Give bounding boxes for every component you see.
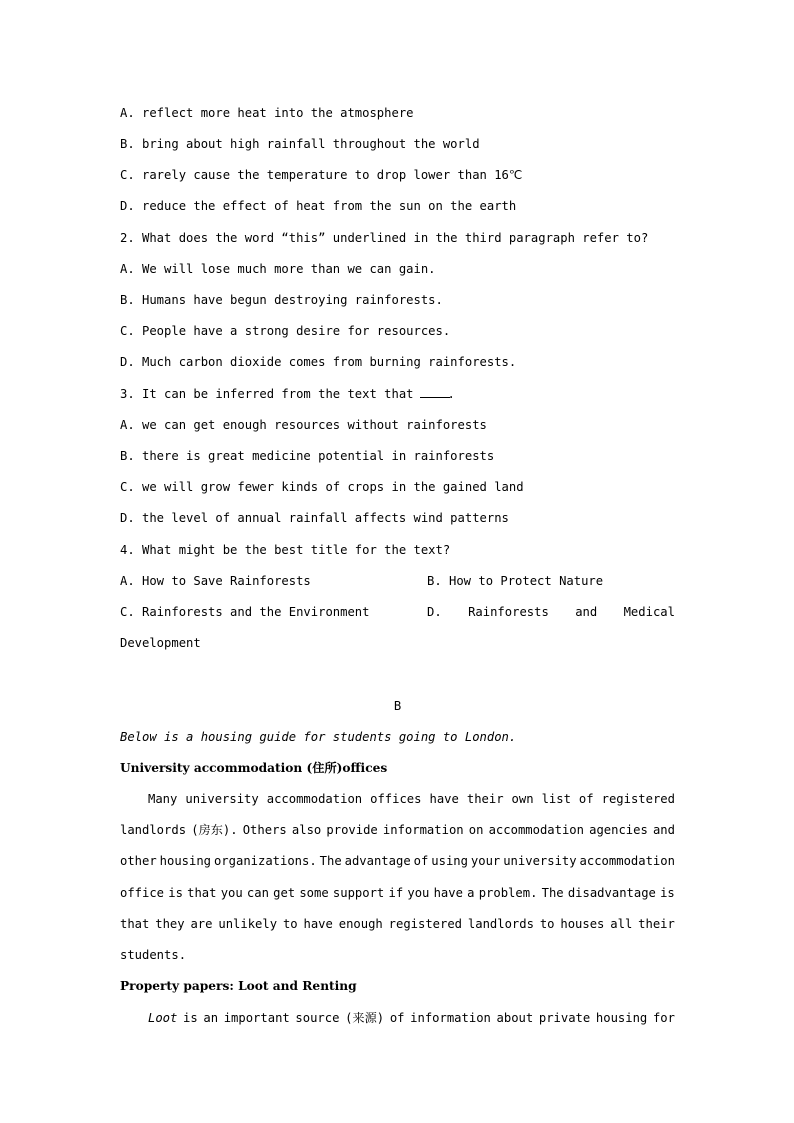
q3-option-d: D. the level of annual rainfall affects wind patterns: [120, 511, 509, 525]
q4-option-d-word: D.: [427, 605, 442, 619]
section-letter: B: [393, 699, 402, 713]
section-intro: Below is a housing guide for students going to London.: [120, 730, 517, 744]
document-page: [120, 0, 675, 1123]
paragraph-word: The: [541, 886, 564, 900]
paragraph-word: landlords: [120, 823, 187, 837]
paragraph-word: is: [168, 886, 183, 900]
paragraph-word: office: [120, 886, 165, 900]
q3-stem-line: [120, 385, 455, 403]
answer-blank: [420, 385, 450, 398]
paragraph-line-last: students.: [120, 948, 187, 962]
paragraph-line: [148, 790, 675, 808]
q4-option-d: [427, 603, 675, 621]
paragraph-word: accommodation: [266, 792, 363, 806]
paragraph-word: university: [185, 792, 259, 806]
q4-option-b: B. How to Protect Nature: [427, 574, 604, 588]
paragraph-word: provide: [326, 823, 378, 837]
paragraph-line: [148, 1009, 675, 1027]
paragraph-word: (房东).: [191, 823, 238, 837]
paragraph-word: also: [291, 823, 322, 837]
paragraph-line: [120, 884, 675, 902]
paragraph-word: housing: [159, 854, 212, 868]
paragraph-word: problem.: [478, 886, 538, 900]
paragraph-word: on: [468, 823, 484, 837]
paragraph-word: of: [389, 1011, 405, 1025]
q4-option-d-word: Rainforests: [468, 605, 549, 619]
paragraph-word: other: [120, 854, 157, 868]
paragraph-word: their: [466, 792, 504, 806]
paragraph-word: and: [652, 823, 675, 837]
q3-option-c: C. we will grow fewer kinds of crops in the gained land: [120, 480, 524, 494]
paragraph-word: that: [120, 917, 150, 931]
paragraph-word: you: [220, 886, 243, 900]
q1-option-a: A. reflect more heat into the atmosphere: [120, 106, 414, 120]
paragraph-word: you: [407, 886, 430, 900]
paragraph-word: own: [511, 792, 534, 806]
paragraph-word: important: [223, 1011, 290, 1025]
q4-option-c: C. Rainforests and the Environment: [120, 605, 370, 619]
paragraph-word: an: [203, 1011, 219, 1025]
paragraph-word: (来源): [345, 1011, 385, 1025]
paragraph-word: their: [638, 917, 675, 931]
q4-option-d-continued: Development: [120, 636, 201, 650]
paragraph-word: Many: [148, 792, 178, 806]
paragraph-word: your: [470, 854, 501, 868]
q3-stem: 3. It can be inferred from the text that: [120, 387, 414, 401]
q4-option-a: A. How to Save Rainforests: [120, 574, 311, 588]
q3-option-a: A. we can get enough resources without rainforests: [120, 418, 487, 432]
q4-option-d-word: Medical: [623, 605, 675, 619]
q4-option-d-word: and: [575, 605, 598, 619]
paragraph-word: if: [388, 886, 404, 900]
paragraph-word: information: [382, 823, 464, 837]
paragraph-word: landlords: [467, 917, 534, 931]
q1-option-d: D. reduce the effect of heat from the sun on the earth: [120, 199, 517, 213]
paragraph-word: organizations.: [213, 854, 317, 868]
paragraph-word: they: [155, 917, 185, 931]
q4-stem: 4. What might be the best title for the text?: [120, 543, 451, 557]
paragraph-word: all: [610, 917, 633, 931]
paragraph-word: can: [246, 886, 269, 900]
paragraph-word: accommodation: [488, 823, 584, 837]
paragraph-word: have: [303, 917, 333, 931]
paragraph-line: [120, 852, 675, 870]
paragraph-word: housing: [595, 1011, 648, 1025]
paragraph-word: a: [467, 886, 475, 900]
paragraph-word: for: [652, 1011, 675, 1025]
q1-option-b: B. bring about high rainfall throughout the world: [120, 137, 480, 151]
heading-accommodation-offices: University accommodation (住所)offices: [120, 761, 388, 775]
publication-name-loot: Loot: [148, 1011, 178, 1025]
paragraph-word: disadvantage: [567, 886, 656, 900]
q1-option-c: C. rarely cause the temperature to drop lower than 16℃: [120, 168, 523, 182]
paragraph-word: list: [541, 792, 571, 806]
paragraph-word: to: [282, 917, 298, 931]
q2-option-b: B. Humans have begun destroying rainforests.: [120, 293, 443, 307]
paragraph-word: have: [429, 792, 459, 806]
paragraph-word: that: [187, 886, 217, 900]
paragraph-word: information: [410, 1011, 491, 1025]
paragraph-word: are: [190, 917, 213, 931]
q3-option-b: B. there is great medicine potential in rainforests: [120, 449, 495, 463]
paragraph-line: [120, 821, 675, 839]
q3-stem-end: .: [447, 387, 455, 401]
paragraph-word: get: [273, 886, 296, 900]
paragraph-word: The: [319, 854, 342, 868]
paragraph-word: Others: [242, 823, 287, 837]
paragraph-word: is: [183, 1011, 198, 1025]
heading-property-papers: Property papers: Loot and Renting: [120, 979, 357, 993]
q2-stem: 2. What does the word “this” underlined in the third paragraph refer to?: [120, 231, 649, 245]
q2-option-a: A. We will lose much more than we can gain.: [120, 262, 436, 276]
paragraph-word: agencies: [589, 823, 648, 837]
paragraph-word: support: [332, 886, 385, 900]
paragraph-word: of: [578, 792, 594, 806]
paragraph-word: using: [431, 854, 468, 868]
paragraph-word: unlikely: [218, 917, 278, 931]
paragraph-word: have: [433, 886, 463, 900]
paragraph-word: private: [538, 1011, 591, 1025]
paragraph-word: registered: [601, 792, 675, 806]
paragraph-word: of: [413, 854, 429, 868]
paragraph-word: to: [539, 917, 555, 931]
paragraph-line: [120, 915, 675, 933]
paragraph-word: about: [496, 1011, 534, 1025]
q2-option-d: D. Much carbon dioxide comes from burning rainforests.: [120, 355, 517, 369]
paragraph-word: offices: [370, 792, 422, 806]
paragraph-word: is: [660, 886, 675, 900]
paragraph-word: university: [503, 854, 577, 868]
paragraph-word: registered: [388, 917, 463, 931]
paragraph-word: accommodation: [579, 854, 675, 868]
paragraph-word: enough: [338, 917, 383, 931]
paragraph-word: advantage: [344, 854, 411, 868]
paragraph-word: some: [299, 886, 329, 900]
paragraph-word: houses: [560, 917, 605, 931]
paragraph-word: source: [295, 1011, 340, 1025]
q2-option-c: C. People have a strong desire for resources.: [120, 324, 451, 338]
